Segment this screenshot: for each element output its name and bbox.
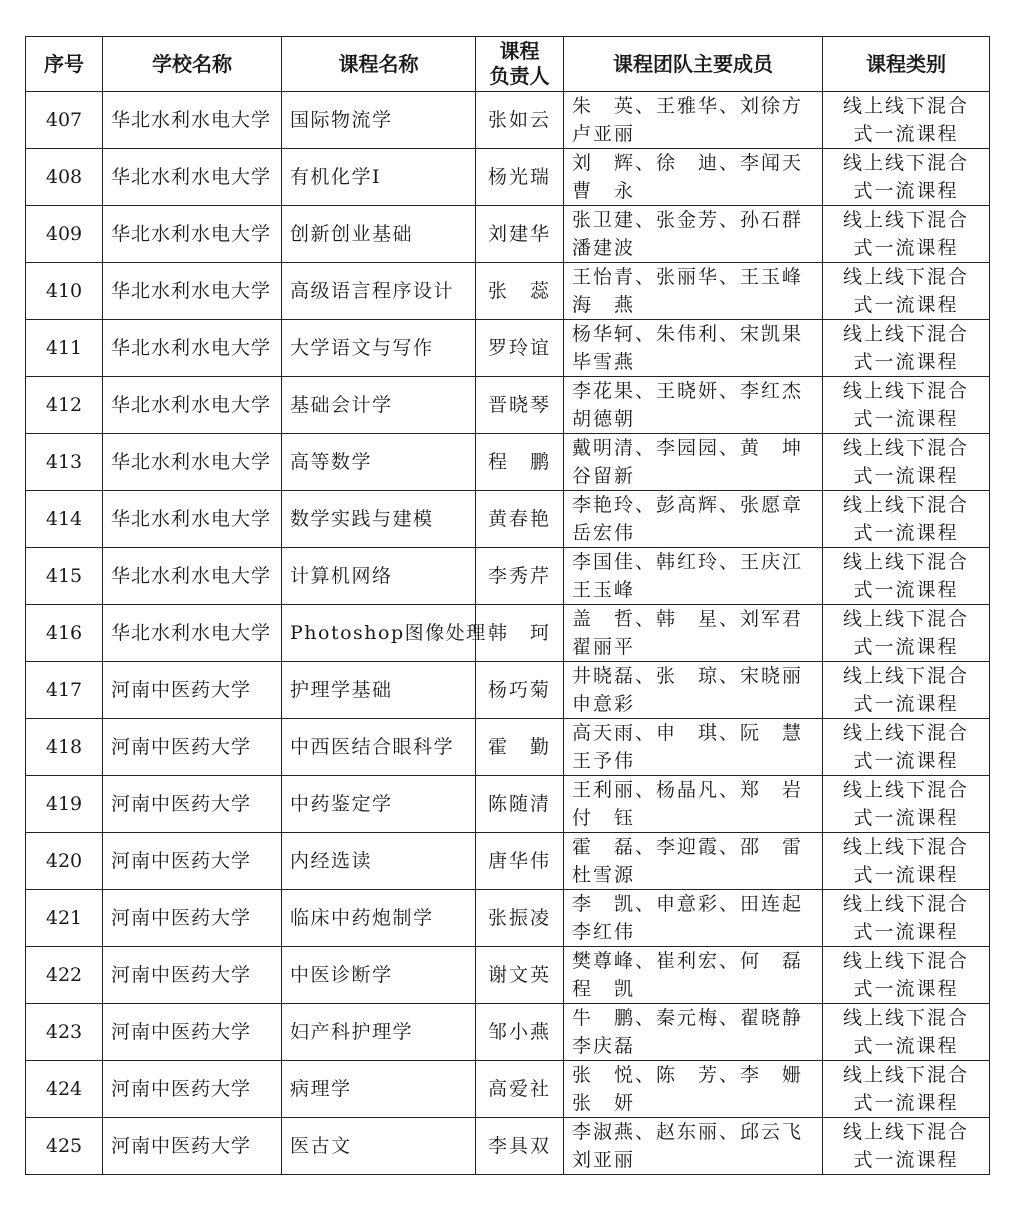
table-row [26, 377, 990, 434]
table-row [26, 947, 990, 1004]
table-row [26, 491, 990, 548]
course-lead: 李具双 [476, 1118, 564, 1175]
course-type: 线上线下混合 式一流课程 [823, 1118, 990, 1175]
course-lead: 杨光瑞 [476, 149, 564, 206]
header-type: 课程类别 [823, 37, 990, 92]
course-type: 线上线下混合 式一流课程 [823, 377, 990, 434]
course-type: 线上线下混合 式一流课程 [823, 434, 990, 491]
row-number: 423 [26, 1004, 103, 1061]
row-number: 419 [26, 776, 103, 833]
row-number: 407 [26, 92, 103, 149]
team-members: 高天雨、申 琪、阮 慧 王予伟 [564, 719, 823, 776]
table-row [26, 320, 990, 377]
team-members: 杨华轲、朱伟利、宋凯果 毕雪燕 [564, 320, 823, 377]
table-row [26, 890, 990, 947]
table-row [26, 92, 990, 149]
school-name: 华北水利水电大学 [103, 92, 282, 149]
course-lead: 张振凌 [476, 890, 564, 947]
row-number: 413 [26, 434, 103, 491]
course-lead: 李秀芹 [476, 548, 564, 605]
row-number: 422 [26, 947, 103, 1004]
school-name: 河南中医药大学 [103, 1004, 282, 1061]
header-school: 学校名称 [103, 37, 282, 92]
course-lead: 邹小燕 [476, 1004, 564, 1061]
course-lead: 韩 珂 [476, 605, 564, 662]
school-name: 华北水利水电大学 [103, 206, 282, 263]
course-type: 线上线下混合 式一流课程 [823, 206, 990, 263]
team-members: 张卫建、张金芳、孙石群 潘建波 [564, 206, 823, 263]
course-name: 内经选读 [282, 833, 476, 890]
course-type: 线上线下混合 式一流课程 [823, 1061, 990, 1118]
course-name: 病理学 [282, 1061, 476, 1118]
table-row [26, 263, 990, 320]
team-members: 樊尊峰、崔利宏、何 磊 程 凯 [564, 947, 823, 1004]
table-body [26, 92, 990, 1175]
course-lead: 杨巧菊 [476, 662, 564, 719]
course-type: 线上线下混合 式一流课程 [823, 719, 990, 776]
header-lead: 课程 负责人 [476, 37, 564, 92]
course-name: 大学语文与写作 [282, 320, 476, 377]
school-name: 华北水利水电大学 [103, 377, 282, 434]
school-name: 河南中医药大学 [103, 776, 282, 833]
team-members: 李艳玲、彭高辉、张愿章 岳宏伟 [564, 491, 823, 548]
team-members: 李国佳、韩红玲、王庆江 王玉峰 [564, 548, 823, 605]
course-name: 中医诊断学 [282, 947, 476, 1004]
table-row [26, 776, 990, 833]
team-members: 牛 鹏、秦元梅、翟晓静 李庆磊 [564, 1004, 823, 1061]
team-members: 王怡青、张丽华、王玉峰 海 燕 [564, 263, 823, 320]
row-number: 424 [26, 1061, 103, 1118]
course-name: 中西医结合眼科学 [282, 719, 476, 776]
team-members: 王利丽、杨晶凡、郑 岩 付 钰 [564, 776, 823, 833]
table-row [26, 1004, 990, 1061]
course-type: 线上线下混合 式一流课程 [823, 149, 990, 206]
course-name: 高等数学 [282, 434, 476, 491]
course-type: 线上线下混合 式一流课程 [823, 890, 990, 947]
table-row [26, 206, 990, 263]
team-members: 戴明清、李园园、黄 坤 谷留新 [564, 434, 823, 491]
team-members: 井晓磊、张 琼、宋晓丽 申意彩 [564, 662, 823, 719]
course-lead: 程 鹏 [476, 434, 564, 491]
row-number: 414 [26, 491, 103, 548]
table-row [26, 149, 990, 206]
course-name: 护理学基础 [282, 662, 476, 719]
course-name: 基础会计学 [282, 377, 476, 434]
course-lead: 高爱社 [476, 1061, 564, 1118]
school-name: 华北水利水电大学 [103, 149, 282, 206]
row-number: 416 [26, 605, 103, 662]
course-lead: 黄春艳 [476, 491, 564, 548]
school-name: 华北水利水电大学 [103, 320, 282, 377]
row-number: 420 [26, 833, 103, 890]
course-name: 妇产科护理学 [282, 1004, 476, 1061]
table-row [26, 1061, 990, 1118]
course-type: 线上线下混合 式一流课程 [823, 833, 990, 890]
row-number: 410 [26, 263, 103, 320]
course-name: 国际物流学 [282, 92, 476, 149]
course-table [25, 36, 990, 1175]
course-name: 高级语言程序设计 [282, 263, 476, 320]
table-row [26, 833, 990, 890]
school-name: 河南中医药大学 [103, 947, 282, 1004]
course-lead: 张 蕊 [476, 263, 564, 320]
row-number: 417 [26, 662, 103, 719]
course-lead: 唐华伟 [476, 833, 564, 890]
table-row [26, 1118, 990, 1175]
school-name: 华北水利水电大学 [103, 605, 282, 662]
course-name: 有机化学Ⅰ [282, 149, 476, 206]
school-name: 河南中医药大学 [103, 1118, 282, 1175]
course-type: 线上线下混合 式一流课程 [823, 263, 990, 320]
row-number: 409 [26, 206, 103, 263]
row-number: 408 [26, 149, 103, 206]
course-type: 线上线下混合 式一流课程 [823, 92, 990, 149]
header-no: 序号 [26, 37, 103, 92]
course-name: 计算机网络 [282, 548, 476, 605]
course-lead: 张如云 [476, 92, 564, 149]
course-type: 线上线下混合 式一流课程 [823, 662, 990, 719]
row-number: 411 [26, 320, 103, 377]
course-type: 线上线下混合 式一流课程 [823, 776, 990, 833]
table-row [26, 434, 990, 491]
course-lead: 谢文英 [476, 947, 564, 1004]
course-name: 临床中药炮制学 [282, 890, 476, 947]
course-name: Photoshop图像处理 [282, 605, 476, 662]
team-members: 李淑燕、赵东丽、邱云飞 刘亚丽 [564, 1118, 823, 1175]
school-name: 河南中医药大学 [103, 719, 282, 776]
course-name: 中药鉴定学 [282, 776, 476, 833]
school-name: 河南中医药大学 [103, 890, 282, 947]
row-number: 412 [26, 377, 103, 434]
school-name: 河南中医药大学 [103, 833, 282, 890]
team-members: 朱 英、王雅华、刘徐方 卢亚丽 [564, 92, 823, 149]
table-row [26, 719, 990, 776]
course-type: 线上线下混合 式一流课程 [823, 491, 990, 548]
header-course: 课程名称 [282, 37, 476, 92]
school-name: 华北水利水电大学 [103, 434, 282, 491]
course-lead: 霍 勤 [476, 719, 564, 776]
course-name: 医古文 [282, 1118, 476, 1175]
course-name: 数学实践与建模 [282, 491, 476, 548]
team-members: 霍 磊、李迎霞、邵 雷 杜雪源 [564, 833, 823, 890]
course-lead: 陈随清 [476, 776, 564, 833]
header-row [26, 37, 990, 92]
school-name: 华北水利水电大学 [103, 548, 282, 605]
course-lead: 罗玲谊 [476, 320, 564, 377]
row-number: 425 [26, 1118, 103, 1175]
course-type: 线上线下混合 式一流课程 [823, 605, 990, 662]
table-row [26, 662, 990, 719]
row-number: 418 [26, 719, 103, 776]
course-type: 线上线下混合 式一流课程 [823, 947, 990, 1004]
team-members: 盖 哲、韩 星、刘军君 翟丽平 [564, 605, 823, 662]
school-name: 华北水利水电大学 [103, 491, 282, 548]
team-members: 李 凯、申意彩、田连起 李红伟 [564, 890, 823, 947]
team-members: 张 悦、陈 芳、李 姗 张 妍 [564, 1061, 823, 1118]
school-name: 河南中医药大学 [103, 662, 282, 719]
course-lead: 刘建华 [476, 206, 564, 263]
header-members: 课程团队主要成员 [564, 37, 823, 92]
table-row [26, 605, 990, 662]
school-name: 华北水利水电大学 [103, 263, 282, 320]
table-row [26, 548, 990, 605]
course-type: 线上线下混合 式一流课程 [823, 1004, 990, 1061]
school-name: 河南中医药大学 [103, 1061, 282, 1118]
course-lead: 晋晓琴 [476, 377, 564, 434]
row-number: 421 [26, 890, 103, 947]
course-name: 创新创业基础 [282, 206, 476, 263]
course-type: 线上线下混合 式一流课程 [823, 548, 990, 605]
team-members: 李花果、王晓妍、李红杰 胡德朝 [564, 377, 823, 434]
course-type: 线上线下混合 式一流课程 [823, 320, 990, 377]
row-number: 415 [26, 548, 103, 605]
team-members: 刘 辉、徐 迪、李闻天 曹 永 [564, 149, 823, 206]
